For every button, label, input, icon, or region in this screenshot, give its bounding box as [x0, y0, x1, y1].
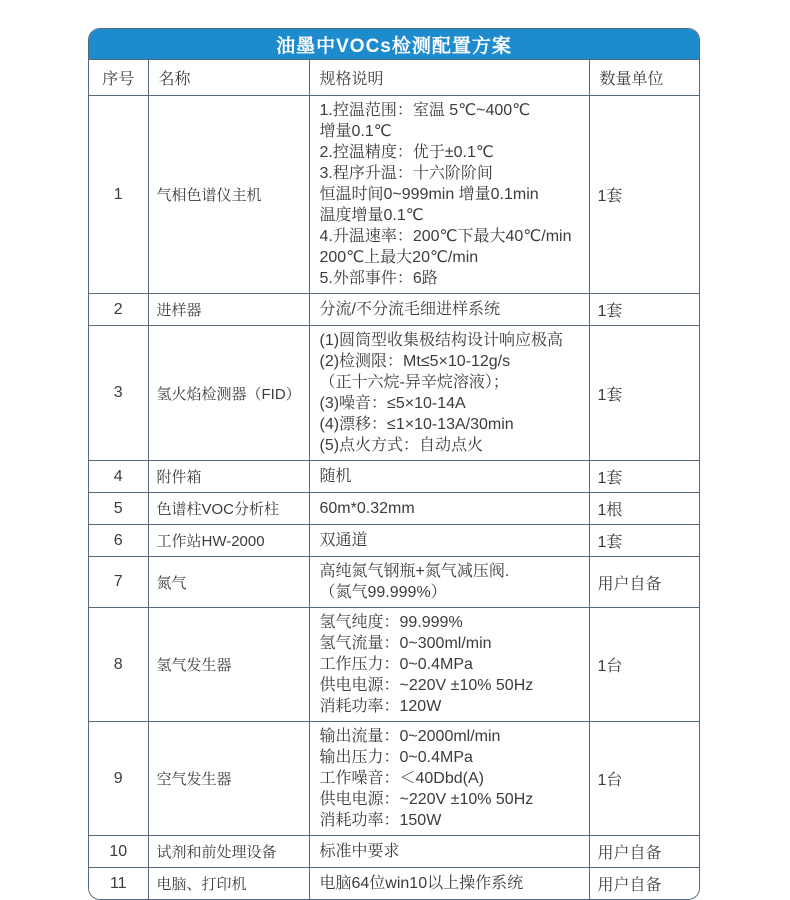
spec-line: 输出压力：0~0.4MPa [319, 749, 473, 766]
header-row [89, 60, 700, 96]
item-spec-cell [309, 722, 589, 836]
spec-line: 工作压力：0~0.4MPa [319, 656, 473, 673]
item-qty-cell: 1套 [589, 294, 700, 326]
item-spec-cell [309, 608, 589, 722]
item-spec-cell [309, 557, 589, 608]
spec-line: 工作噪音：＜40Dbd(A) [319, 770, 484, 787]
spec-line: （正十六烷-异辛烷溶液）； [319, 374, 509, 391]
item-name-cell: 气相色谱仪主机 [148, 96, 309, 294]
item-qty-cell: 用户自备 [589, 836, 700, 868]
row-index-cell: 3 [89, 326, 148, 461]
table-title-bar [89, 29, 699, 59]
row-index-cell: 9 [89, 722, 148, 836]
spec-line: 60m*0.32mm [319, 500, 415, 517]
row-index-cell: 11 [89, 868, 148, 900]
table-row [89, 722, 700, 836]
row-index-cell: 2 [89, 294, 148, 326]
item-name-cell: 工作站HW-2000 [148, 525, 309, 557]
spec-line: 2.控温精度：优于±0.1℃ [319, 144, 494, 161]
item-qty-cell: 1套 [589, 96, 700, 294]
item-spec-cell [309, 461, 589, 493]
table-row [89, 461, 700, 493]
table-row [89, 493, 700, 525]
spec-line: 电脑64位win10以上操作系统 [319, 875, 524, 892]
spec-line: 输出流量：0~2000ml/min [319, 728, 501, 745]
col-header-spec: 规格说明 [309, 60, 589, 96]
item-qty-cell: 用户自备 [589, 557, 700, 608]
spec-line: (3)噪音：≤5×10-14A [319, 395, 466, 412]
item-spec-cell [309, 96, 589, 294]
row-index-cell: 10 [89, 836, 148, 868]
spec-line: 双通道 [319, 532, 368, 549]
spec-line: 氢气流量：0~300ml/min [319, 635, 492, 652]
table-row [89, 557, 700, 608]
item-spec-cell [309, 326, 589, 461]
item-spec-cell [309, 294, 589, 326]
table-row [89, 868, 700, 900]
spec-line: (2)检测限：Mt≤5×10-12g/s [319, 353, 511, 370]
spec-line: 4.升温速率：200℃下最大40℃/min [319, 228, 572, 245]
col-header-index: 序号 [89, 60, 148, 96]
row-index-cell: 4 [89, 461, 148, 493]
spec-line: 1.控温范围：室温 5℃~400℃ [319, 102, 531, 119]
item-name-cell: 电脑、打印机 [148, 868, 309, 900]
row-index-cell: 1 [89, 96, 148, 294]
col-header-name: 名称 [148, 60, 309, 96]
spec-line: 200℃上最大20℃/min [319, 249, 479, 266]
item-name-cell: 进样器 [148, 294, 309, 326]
page-title: 油墨中VOCs检测配置方案 [276, 35, 512, 57]
item-name-cell: 试剂和前处理设备 [148, 836, 309, 868]
spec-line: (1)圆筒型收集极结构设计响应极高 [319, 332, 564, 349]
table-header [89, 60, 700, 96]
table-row [89, 96, 700, 294]
item-name-cell: 附件箱 [148, 461, 309, 493]
item-qty-cell: 1套 [589, 326, 700, 461]
item-qty-cell: 1台 [589, 722, 700, 836]
item-qty-cell: 1套 [589, 461, 700, 493]
spec-line: (5)点火方式：自动点火 [319, 437, 484, 454]
row-index-cell: 8 [89, 608, 148, 722]
spec-line: 5.外部事件：6路 [319, 270, 438, 287]
item-spec-cell [309, 493, 589, 525]
item-spec-cell [309, 868, 589, 900]
table-row [89, 326, 700, 461]
spec-line: 温度增量0.1℃ [319, 207, 424, 224]
table-row [89, 608, 700, 722]
spec-line: 分流/不分流毛细进样系统 [319, 301, 500, 318]
spec-line: 随机 [319, 468, 352, 485]
item-spec-cell [309, 525, 589, 557]
spec-line: 氢气纯度：99.999% [319, 614, 463, 631]
table-row [89, 525, 700, 557]
item-qty-cell: 1套 [589, 525, 700, 557]
item-name-cell: 色谱柱VOC分析柱 [148, 493, 309, 525]
spec-line: （氮气99.999%） [319, 584, 447, 601]
item-name-cell: 氢气发生器 [148, 608, 309, 722]
item-qty-cell: 1根 [589, 493, 700, 525]
table-row [89, 294, 700, 326]
config-table [89, 59, 700, 899]
spec-line: (4)漂移：≤1×10-13A/30min [319, 416, 514, 433]
spec-line: 消耗功率：120W [319, 698, 442, 715]
item-name-cell: 氮气 [148, 557, 309, 608]
spec-line: 高纯氮气钢瓶+氮气减压阀. [319, 563, 510, 580]
item-qty-cell: 1台 [589, 608, 700, 722]
item-name-cell: 氢火焰检测器（FID） [148, 326, 309, 461]
spec-line: 标准中要求 [319, 843, 400, 860]
row-index-cell: 7 [89, 557, 148, 608]
item-qty-cell: 用户自备 [589, 868, 700, 900]
col-header-qty: 数量单位 [589, 60, 700, 96]
row-index-cell: 5 [89, 493, 148, 525]
table-body [89, 96, 700, 900]
row-index-cell: 6 [89, 525, 148, 557]
spec-line: 增量0.1℃ [319, 123, 392, 140]
item-name-cell: 空气发生器 [148, 722, 309, 836]
spec-line: 供电电源：~220V ±10% 50Hz [319, 677, 534, 694]
voc-config-panel [88, 28, 700, 900]
table-row [89, 836, 700, 868]
spec-line: 恒温时间0~999min 增量0.1min [319, 186, 539, 203]
spec-line: 供电电源：~220V ±10% 50Hz [319, 791, 534, 808]
item-spec-cell [309, 836, 589, 868]
spec-line: 3.程序升温：十六阶阶间 [319, 165, 493, 182]
spec-line: 消耗功率：150W [319, 812, 442, 829]
